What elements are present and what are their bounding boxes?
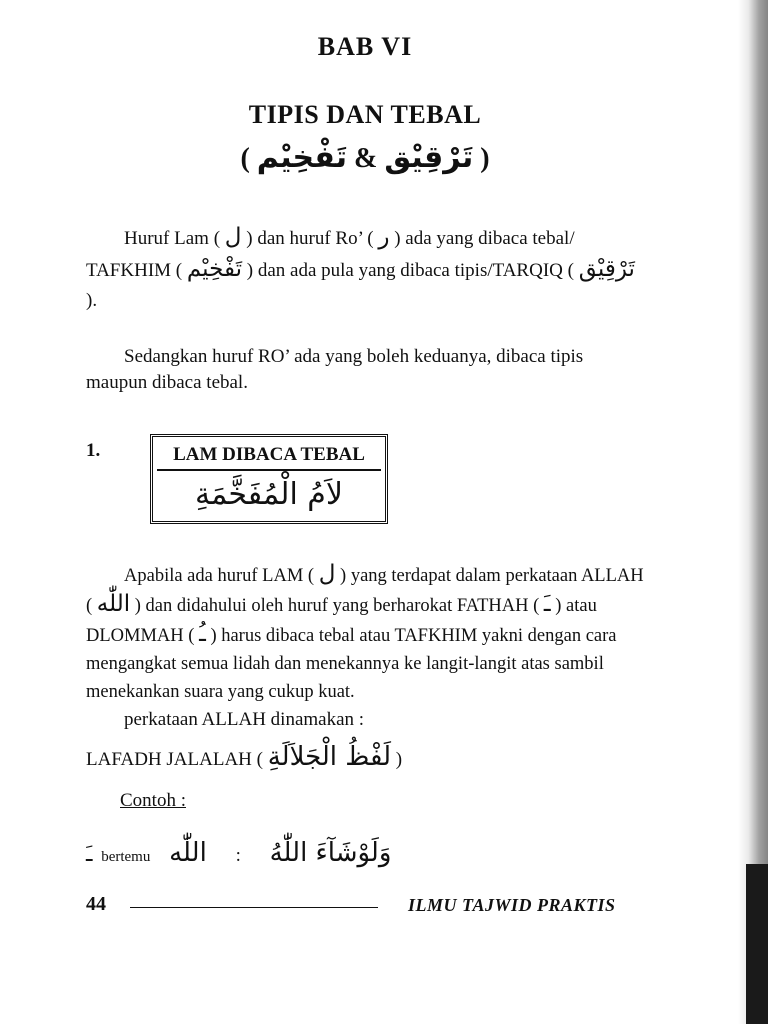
example-line: ـَ bertemu اللّٰه : وَلَوْشَآءَ اللّٰهُ	[86, 838, 392, 868]
book-title: ILMU TAJWID PRAKTIS	[408, 895, 616, 915]
section-title: LAM DIBACA TEBAL	[157, 441, 381, 471]
term-tarqiq-arabic: تَرْقِيْق	[384, 140, 474, 175]
lafadh-jalalah: LAFADH JALALAH ( لَفْظُ الْجَلاَلَةِ )	[86, 742, 403, 772]
rule-paragraph: Apabila ada huruf LAM ( ل ) yang terdapat dalam perkataan ALLAH ( اللّٰه ) dan didahului oleh huruf yang berharokat FATHAH ( ـَ ) atau DLOMMAH ( ـُ ) harus dibaca tebal atau TAFKHIM yakni dengan cara mengangkat semua lidah dan menekannya ke langit-langit atas sambil menekankan suara yang cukup kuat.	[86, 561, 644, 702]
intro-paragraph: Huruf Lam ( ل ) dan huruf Ro’ ( ر ) ada yang dibaca tebal/ TAFKHIM ( تَفْخِيْم ) dan ada pula yang dibaca tipis/TARQIQ ( تَرْقِيْق ).	[86, 224, 635, 311]
example-phrase-arabic: وَلَوْشَآءَ اللّٰهُ	[269, 838, 392, 868]
section-title-box	[150, 434, 388, 524]
page-number: 44	[86, 893, 106, 915]
section-title-arabic: لاَمُ الْمُفَخَّمَةِ	[194, 477, 343, 512]
lafadh-intro: perkataan ALLAH dinamakan :	[124, 709, 365, 730]
example-allah-arabic: اللّٰه	[169, 838, 207, 868]
example-heading: Contoh :	[120, 790, 186, 811]
ro-paragraph: Sedangkan huruf RO’ ada yang boleh keduanya, dibaca tipis maupun dibaca tebal.	[86, 346, 584, 393]
section-number: 1.	[86, 440, 101, 461]
page-edge-dark	[746, 864, 768, 1024]
chapter-title: TIPIS DAN TEBAL	[248, 100, 482, 129]
chapter-heading: BAB VI	[317, 32, 413, 61]
footer-rule	[130, 907, 378, 908]
chapter-title-arabic: ( تَفْخِيْم & تَرْقِيْق )	[240, 140, 490, 175]
fathah-mark: ـَ	[86, 842, 93, 867]
term-tafkhim-arabic: تَفْخِيْم	[256, 140, 348, 175]
